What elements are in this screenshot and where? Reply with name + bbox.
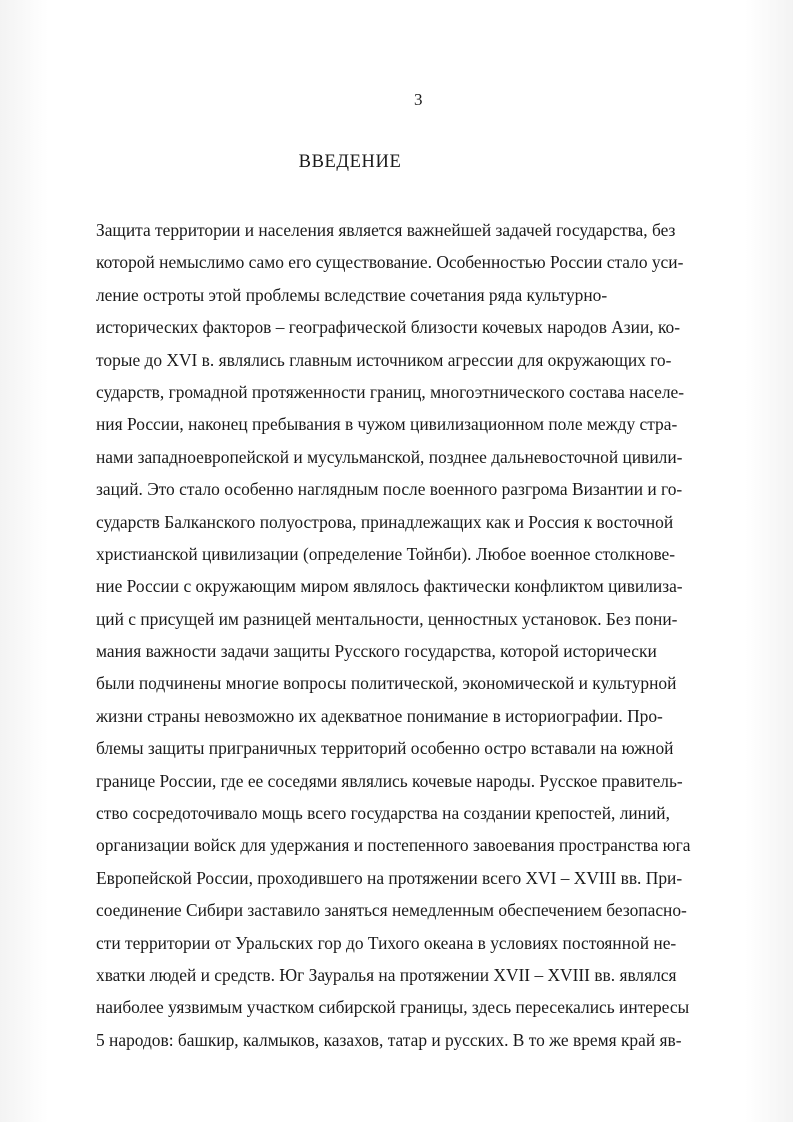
text-line: жизни страны невозможно их адекватное понимание в историографии. Про- — [96, 705, 663, 726]
text-line: ций с присущей им разницей ментальности, ценностных установок. Без пони- — [96, 608, 678, 629]
text-line: 5 народов: башкир, калмыков, казахов, татар и русских. В то же время край яв- — [96, 1029, 682, 1050]
text-line: ство сосредоточивало мощь всего государства на создании крепостей, линий, — [96, 803, 670, 824]
text-line: которой немыслимо само его существование. Особенностью России стало уси- — [96, 252, 684, 273]
text-line: исторических факторов – географической близости кочевых народов Азии, ко- — [96, 317, 681, 338]
text-line: границе России, где ее соседями являлись кочевые народы. Русское правитель- — [96, 770, 683, 791]
body-paragraph — [96, 214, 743, 1056]
text-line: сударств Балканского полуострова, принадлежащих как и Россия к восточной — [96, 511, 674, 532]
text-line: ния России, наконец пребывания в чужом цивилизационном поле между стра- — [96, 414, 678, 435]
section-title: ВВЕДЕНИЕ — [298, 152, 402, 172]
text-line: торые до XVI в. являлись главным источником агрессии для окружающих го- — [96, 349, 672, 370]
text-line: христианской цивилизации (определение Тойнби). Любое военное столкнове- — [96, 543, 676, 564]
text-line: наиболее уязвимым участком сибирской границы, здесь пересекались интересы — [96, 997, 690, 1018]
text-line: Европейской России, проходившего на протяжении всего XVI – XVIII вв. При- — [96, 867, 683, 888]
text-line: Защита территории и населения является важнейшей задачей государства, без — [96, 220, 676, 240]
text-line: сударств, громадной протяженности границ, многоэтнического состава населе- — [96, 381, 685, 402]
text-line: соединение Сибири заставило заняться немедленным обеспечением безопасно- — [96, 900, 687, 921]
page-number: 3 — [414, 90, 423, 109]
text-line: хватки людей и средств. Юг Зауралья на протяжении XVII – XVIII вв. являлся — [96, 964, 677, 985]
text-line: мания важности задачи защиты Русского государства, которой исторически — [96, 641, 657, 662]
text-line: нами западноевропейской и мусульманской, позднее дальневосточной цивили- — [96, 446, 683, 467]
text-line: заций. Это стало особенно наглядным после военного разгрома Византии и го- — [96, 479, 683, 500]
text-line: ление остроты этой проблемы вследствие сочетания ряда культурно- — [96, 284, 608, 305]
text-line: организации войск для удержания и постепенного завоевания пространства юга — [96, 835, 691, 856]
text-line: ние России с окружающим миром являлось фактически конфликтом цивилиза- — [96, 576, 683, 597]
text-line: были подчинены многие вопросы политической, экономической и культурной — [96, 673, 677, 694]
text-line: сти территории от Уральских гор до Тихого океана в условиях постоянной не- — [96, 932, 677, 953]
text-line: блемы защиты приграничных территорий особенно остро вставали на южной — [96, 738, 674, 759]
